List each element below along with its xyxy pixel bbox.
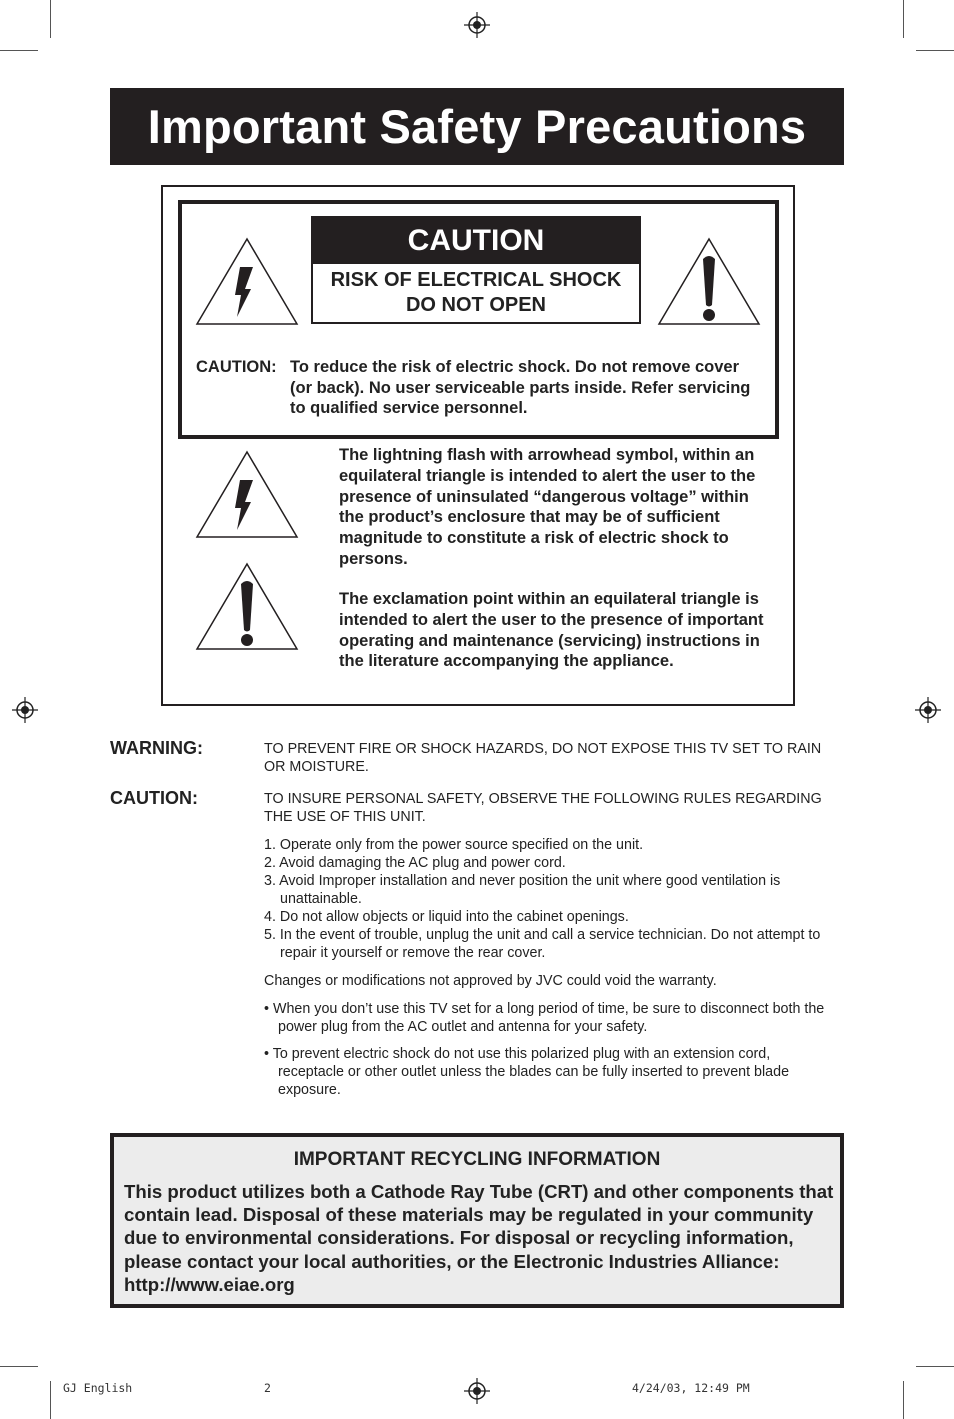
caution-label-line2: DO NOT OPEN: [405, 294, 546, 316]
crop-mark: [50, 0, 51, 38]
registration-mark-icon: [464, 12, 490, 38]
recycling-body: This product utilizes both a Cathode Ray Tube (CRT) and other components that contain lead. Disposal of these materials may be regulated in your community due to environmental considerations. For disposal or recycling information, please contact your local authorities, or the Electronic Industries Alliance: http://www.eiae.org: [124, 1181, 834, 1295]
recycling-title: IMPORTANT RECYCLING INFORMATION: [293, 1149, 661, 1170]
lightning-symbol-description: The lightning flash with arrowhead symbol, within an equilateral triangle is intended to alert the user to the presence of uninsulated “dangerous voltage” within the product’s enclosure that may be of sufficient magnitude to constitute a risk of electric shock to persons.: [339, 446, 756, 568]
safety-rules-list: [264, 836, 839, 962]
crop-mark: [0, 1366, 38, 1367]
crop-mark: [916, 50, 954, 51]
list-item: 1. Operate only from the power source specified on the unit.: [264, 837, 644, 853]
crop-mark: [903, 0, 904, 38]
bullet-item: • To prevent electric shock do not use this polarized plug with an extension cord, receptacle or other outlet unless the blades can be fully inserted to prevent blade exposure.: [264, 1046, 790, 1098]
list-item: 3. Avoid Improper installation and never position the unit where good ventilation is unattainable.: [264, 873, 781, 907]
warning-label: WARNING:: [110, 738, 203, 758]
registration-mark-icon: [12, 697, 38, 723]
caution-section: [264, 790, 839, 1099]
caution-label-line1: RISK OF ELECTRICAL SHOCK: [330, 269, 622, 291]
exclamation-symbol-description: The exclamation point within an equilateral triangle is intended to alert the user to the presence of important operating and maintenance (servicing) instructions in the literature accompanying the appliance.: [339, 590, 764, 671]
caution-label-text: [313, 264, 639, 318]
registration-mark-icon: [915, 697, 941, 723]
caution-label: [311, 216, 641, 324]
list-item: 2. Avoid damaging the AC plug and power cord.: [264, 855, 566, 871]
crop-mark: [916, 1366, 954, 1367]
footer-filename: GJ English: [63, 1381, 133, 1395]
crop-mark: [0, 50, 38, 51]
exclamation-triangle-icon: [657, 237, 761, 326]
lightning-triangle-icon: [195, 450, 299, 539]
caution-note-label: CAUTION:: [196, 358, 277, 376]
warranty-note: Changes or modifications not approved by JVC could void the warranty.: [264, 973, 717, 989]
recycling-info-box: [110, 1133, 844, 1308]
caution-note-text: To reduce the risk of electric shock. Do not remove cover (or back). No user serviceable parts inside. Refer servicing to qualified service personnel.: [290, 358, 751, 418]
exclamation-triangle-icon: [195, 562, 299, 651]
crop-mark: [903, 1381, 904, 1419]
crop-mark: [50, 1381, 51, 1419]
page-title: Important Safety Precautions: [110, 88, 844, 165]
warning-text: TO PREVENT FIRE OR SHOCK HAZARDS, DO NOT EXPOSE THIS TV SET TO RAIN OR MOISTURE.: [264, 741, 822, 775]
footer-page-number: 2: [264, 1381, 271, 1395]
caution-label-header: CAUTION: [313, 218, 639, 264]
list-item: 4. Do not allow objects or liquid into the cabinet openings.: [264, 909, 629, 925]
registration-mark-icon: [464, 1378, 490, 1404]
caution-note: [196, 357, 756, 419]
lightning-triangle-icon: [195, 237, 299, 326]
list-item: 5. In the event of trouble, unplug the unit and call a service technician. Do not attempt to repair it yourself or remove the rear cover.: [264, 927, 821, 961]
footer-timestamp: 4/24/03, 12:49 PM: [632, 1381, 750, 1395]
bullet-item: • When you don’t use this TV set for a long period of time, be sure to disconnect both the power plug from the AC outlet and antenna for your safety.: [264, 1001, 825, 1035]
caution-intro: TO INSURE PERSONAL SAFETY, OBSERVE THE FOLLOWING RULES REGARDING THE USE OF THIS UNIT.: [264, 791, 822, 825]
caution-label-side: CAUTION:: [110, 788, 198, 808]
